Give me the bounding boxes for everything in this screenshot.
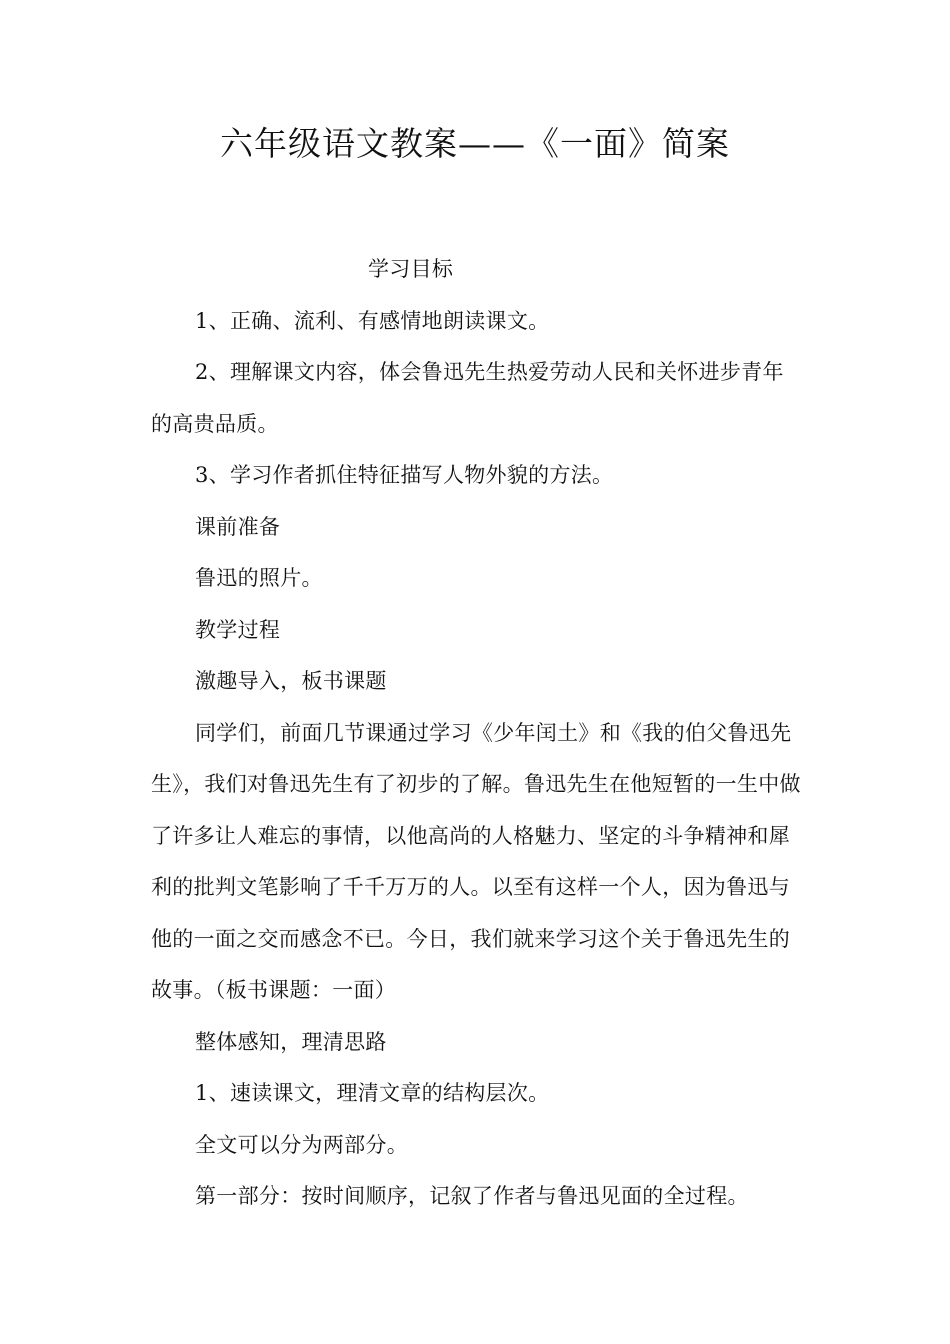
document-body: [151, 244, 801, 1223]
paragraph-goal-3: 3、学习作者抓住特征描写人物外貌的方法。: [195, 463, 614, 487]
section-heading-process: 教学过程: [195, 617, 281, 642]
section-heading-preparation: 课前准备: [195, 514, 281, 539]
section-heading-goals: 学习目标: [368, 257, 454, 281]
paragraph-preparation: 鲁迅的照片。: [195, 566, 323, 590]
paragraph-goal-2: 2、理解课文内容，体会鲁迅先生热爱劳动人民和关怀进步青年的高贵品质。: [151, 360, 784, 436]
paragraph-part-1: 第一部分：按时间顺序，记叙了作者与鲁迅见面的全过程。: [195, 1184, 749, 1208]
paragraph-structure: 全文可以分为两部分。: [195, 1132, 408, 1157]
paragraph-goal-1: 1、正确、流利、有感情地朗读课文。: [195, 308, 550, 333]
subheading-introduction: 激趣导入，板书课题: [195, 669, 387, 693]
subheading-overall: 整体感知，理清思路: [195, 1029, 387, 1054]
paragraph-step-1: 1、速读课文，理清文章的结构层次。: [195, 1081, 550, 1105]
document-title: 六年级语文教案——《一面》简案: [220, 124, 730, 163]
paragraph-introduction: 同学们，前面几节课通过学习《少年闰土》和《我的伯父鲁迅先生》，我们对鲁迅先生有了初步的了解。鲁迅先生在他短暂的一生中做了许多让人难忘的事情，以他高尚的人格魅力、坚定的斗争精神和犀利的批判文笔影响了千千万万的人。以至有这样一个人，因为鲁迅与他的一面之交而感念不已。今日，我们就来学习这个关于鲁迅先生的故事。（板书课题：一面）: [151, 720, 801, 1002]
